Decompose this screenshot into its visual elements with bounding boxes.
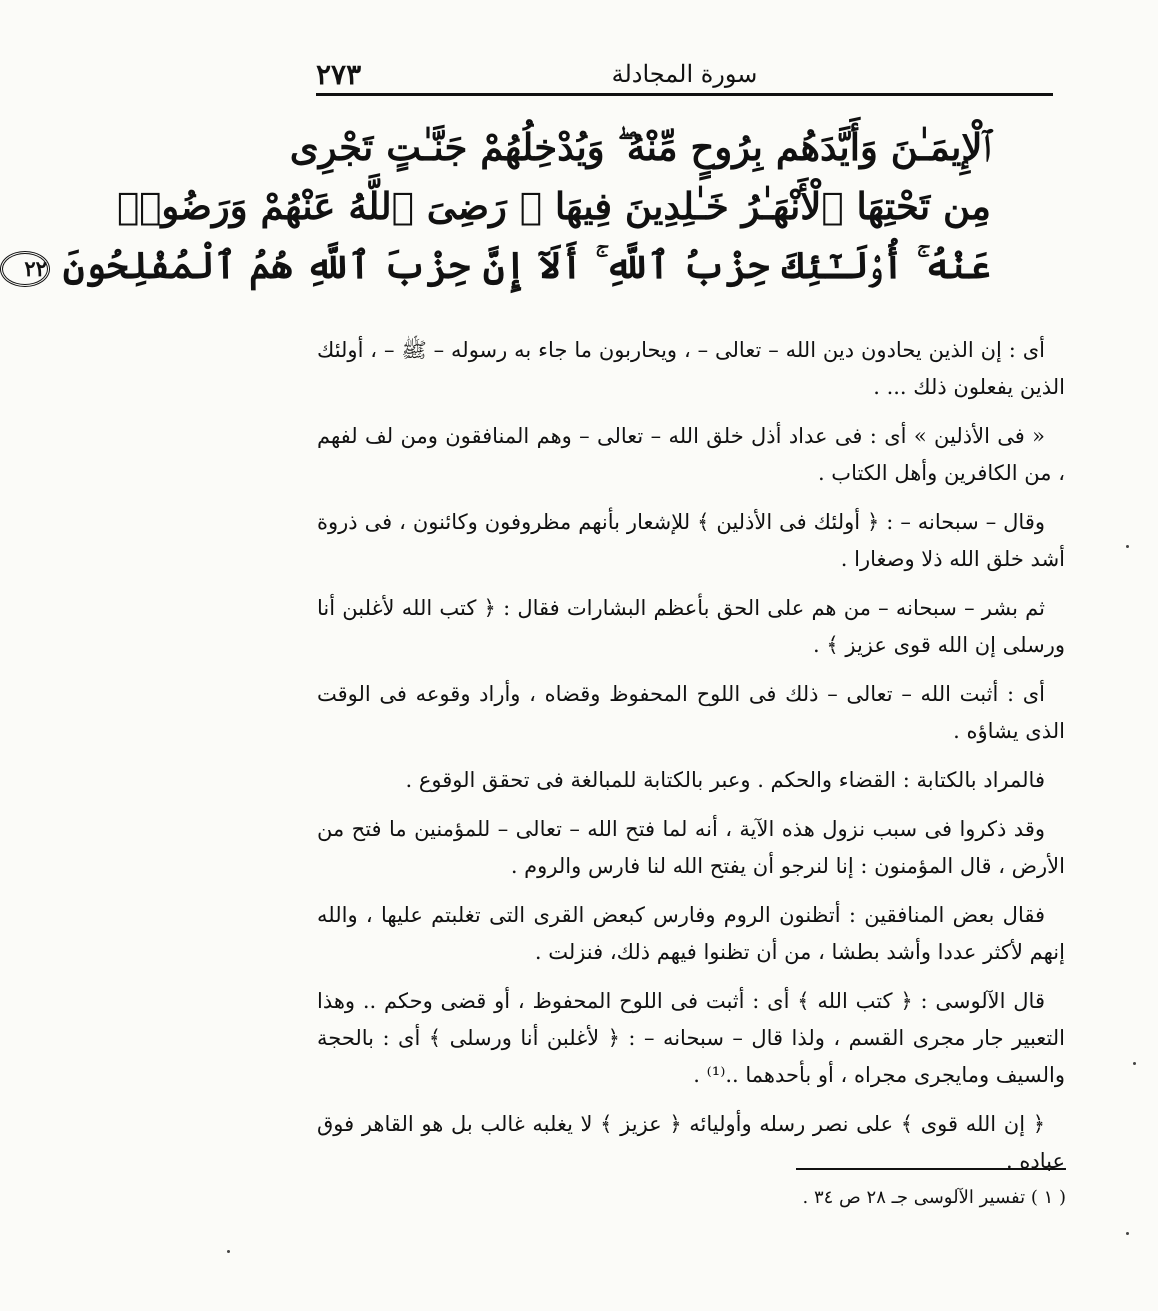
paragraph: ﴿ إن الله قوى ﴾ على نصر رسله وأوليائه ﴿ عزيز ﴾ لا يغلبه غالب بل هو القاهر فوق عباده . [317, 1112, 1065, 1173]
scan-speck [1126, 545, 1129, 548]
verse-line: مِن تَحْتِهَا ٱلْأَنْهَـٰرُ خَـٰلِدِينَ فِيهَا ۚ رَضِىَ ٱللَّهُ عَنْهُمْ وَرَضُوا۟ [116, 184, 991, 228]
book-page [24, 0, 1158, 1311]
paragraph: فالمراد بالكتابة : القضاء والحكم . وعبر بالكتابة للمبالغة فى تحقق الوقوع . [405, 768, 1045, 792]
verse-number-marker: ٢٢ [0, 251, 50, 287]
header-rule [316, 93, 1053, 96]
scan-speck [227, 1250, 230, 1253]
paragraph: « فى الأذلين » أى : فى عداد أذل خلق الله – تعالى – وهم المنافقون ومن لف لفهم ، من الكافرين وأهل الكتاب . [317, 424, 1065, 485]
scan-speck [1133, 1062, 1136, 1065]
footnote: ( ١ ) تفسير الآلوسى جـ ٢٨ ص ٣٤ . [802, 1187, 1066, 1208]
paragraph: وقد ذكروا فى سبب نزول هذه الآية ، أنه لما فتح الله – تعالى – للمؤمنين ما فتح من الأرض ، قال المؤمنون : إنا لنرجو أن يفتح الله لنا فارس والروم . [317, 817, 1065, 878]
paragraph: قال الآلوسى : ﴿ كتب الله ﴾ أى : أثبت فى اللوح المحفوظ ، أو قضى وحكم .. وهذا التعبير جار مجرى القسم ، ولذا قال – سبحانه – : ﴿ لأغلبن أنا ورسلى ﴾ أى : بالحجة والسيف ومايجرى مجراه ، أو بأحدهما ..⁽¹⁾ . [317, 989, 1065, 1087]
paragraph: أى : أثبت الله – تعالى – ذلك فى اللوح المحفوظ وقضاه ، وأراد وقوعه فى الوقت الذى يشاؤه . [317, 682, 1065, 743]
paragraph: أى : إن الذين يحادون دين الله – تعالى – ، ويحاربون ما جاء به رسوله – ﷺ – ، أولئك الذين يفعلون ذلك ... . [317, 338, 1065, 399]
footnote-rule [796, 1168, 1066, 1170]
commentary-text [317, 332, 1065, 1192]
surah-title: سورة المجادلة [611, 60, 758, 88]
paragraph: وقال – سبحانه – : ﴿ أولئك فى الأذلين ﴾ للإشعار بأنهم مظروفون وكائنون ، فى ذروة أشد خلق الله ذلا وصغارا . [317, 510, 1065, 571]
verse-line: ٱلْإِيمَـٰنَ وَأَيَّدَهُم بِرُوحٍ مِّنْهُ ۖ وَيُدْخِلُهُمْ جَنَّـٰتٍ تَجْرِى [289, 125, 991, 169]
scan-speck [1126, 1232, 1129, 1235]
paragraph: فقال بعض المنافقين : أتظنون الروم وفارس كبعض القرى التى تغلبتم عليها ، والله إنهم لأكثر عددا وأشد بطشا ، من أن تظنوا فيهم ذلك، فنزلت . [317, 903, 1065, 964]
quran-verse-block [24, 118, 991, 295]
verse-line [24, 236, 991, 295]
page-number: ٢٧٣ [316, 58, 362, 91]
paragraph: ثم بشر – سبحانه – من هم على الحق بأعظم البشارات فقال : ﴿ كتب الله لأغلبن أنا ورسلى إن الله قوى عزيز ﴾ . [317, 596, 1065, 657]
page-header [316, 58, 1053, 92]
verse-line-text: عَنْهُ ۚ أُو۟لَـٰٓئِكَ حِزْبُ ٱللَّهِ ۚ أَلَآ إِنَّ حِزْبَ ٱللَّهِ هُمُ ٱلْمُفْلِحُونَ [62, 243, 991, 287]
